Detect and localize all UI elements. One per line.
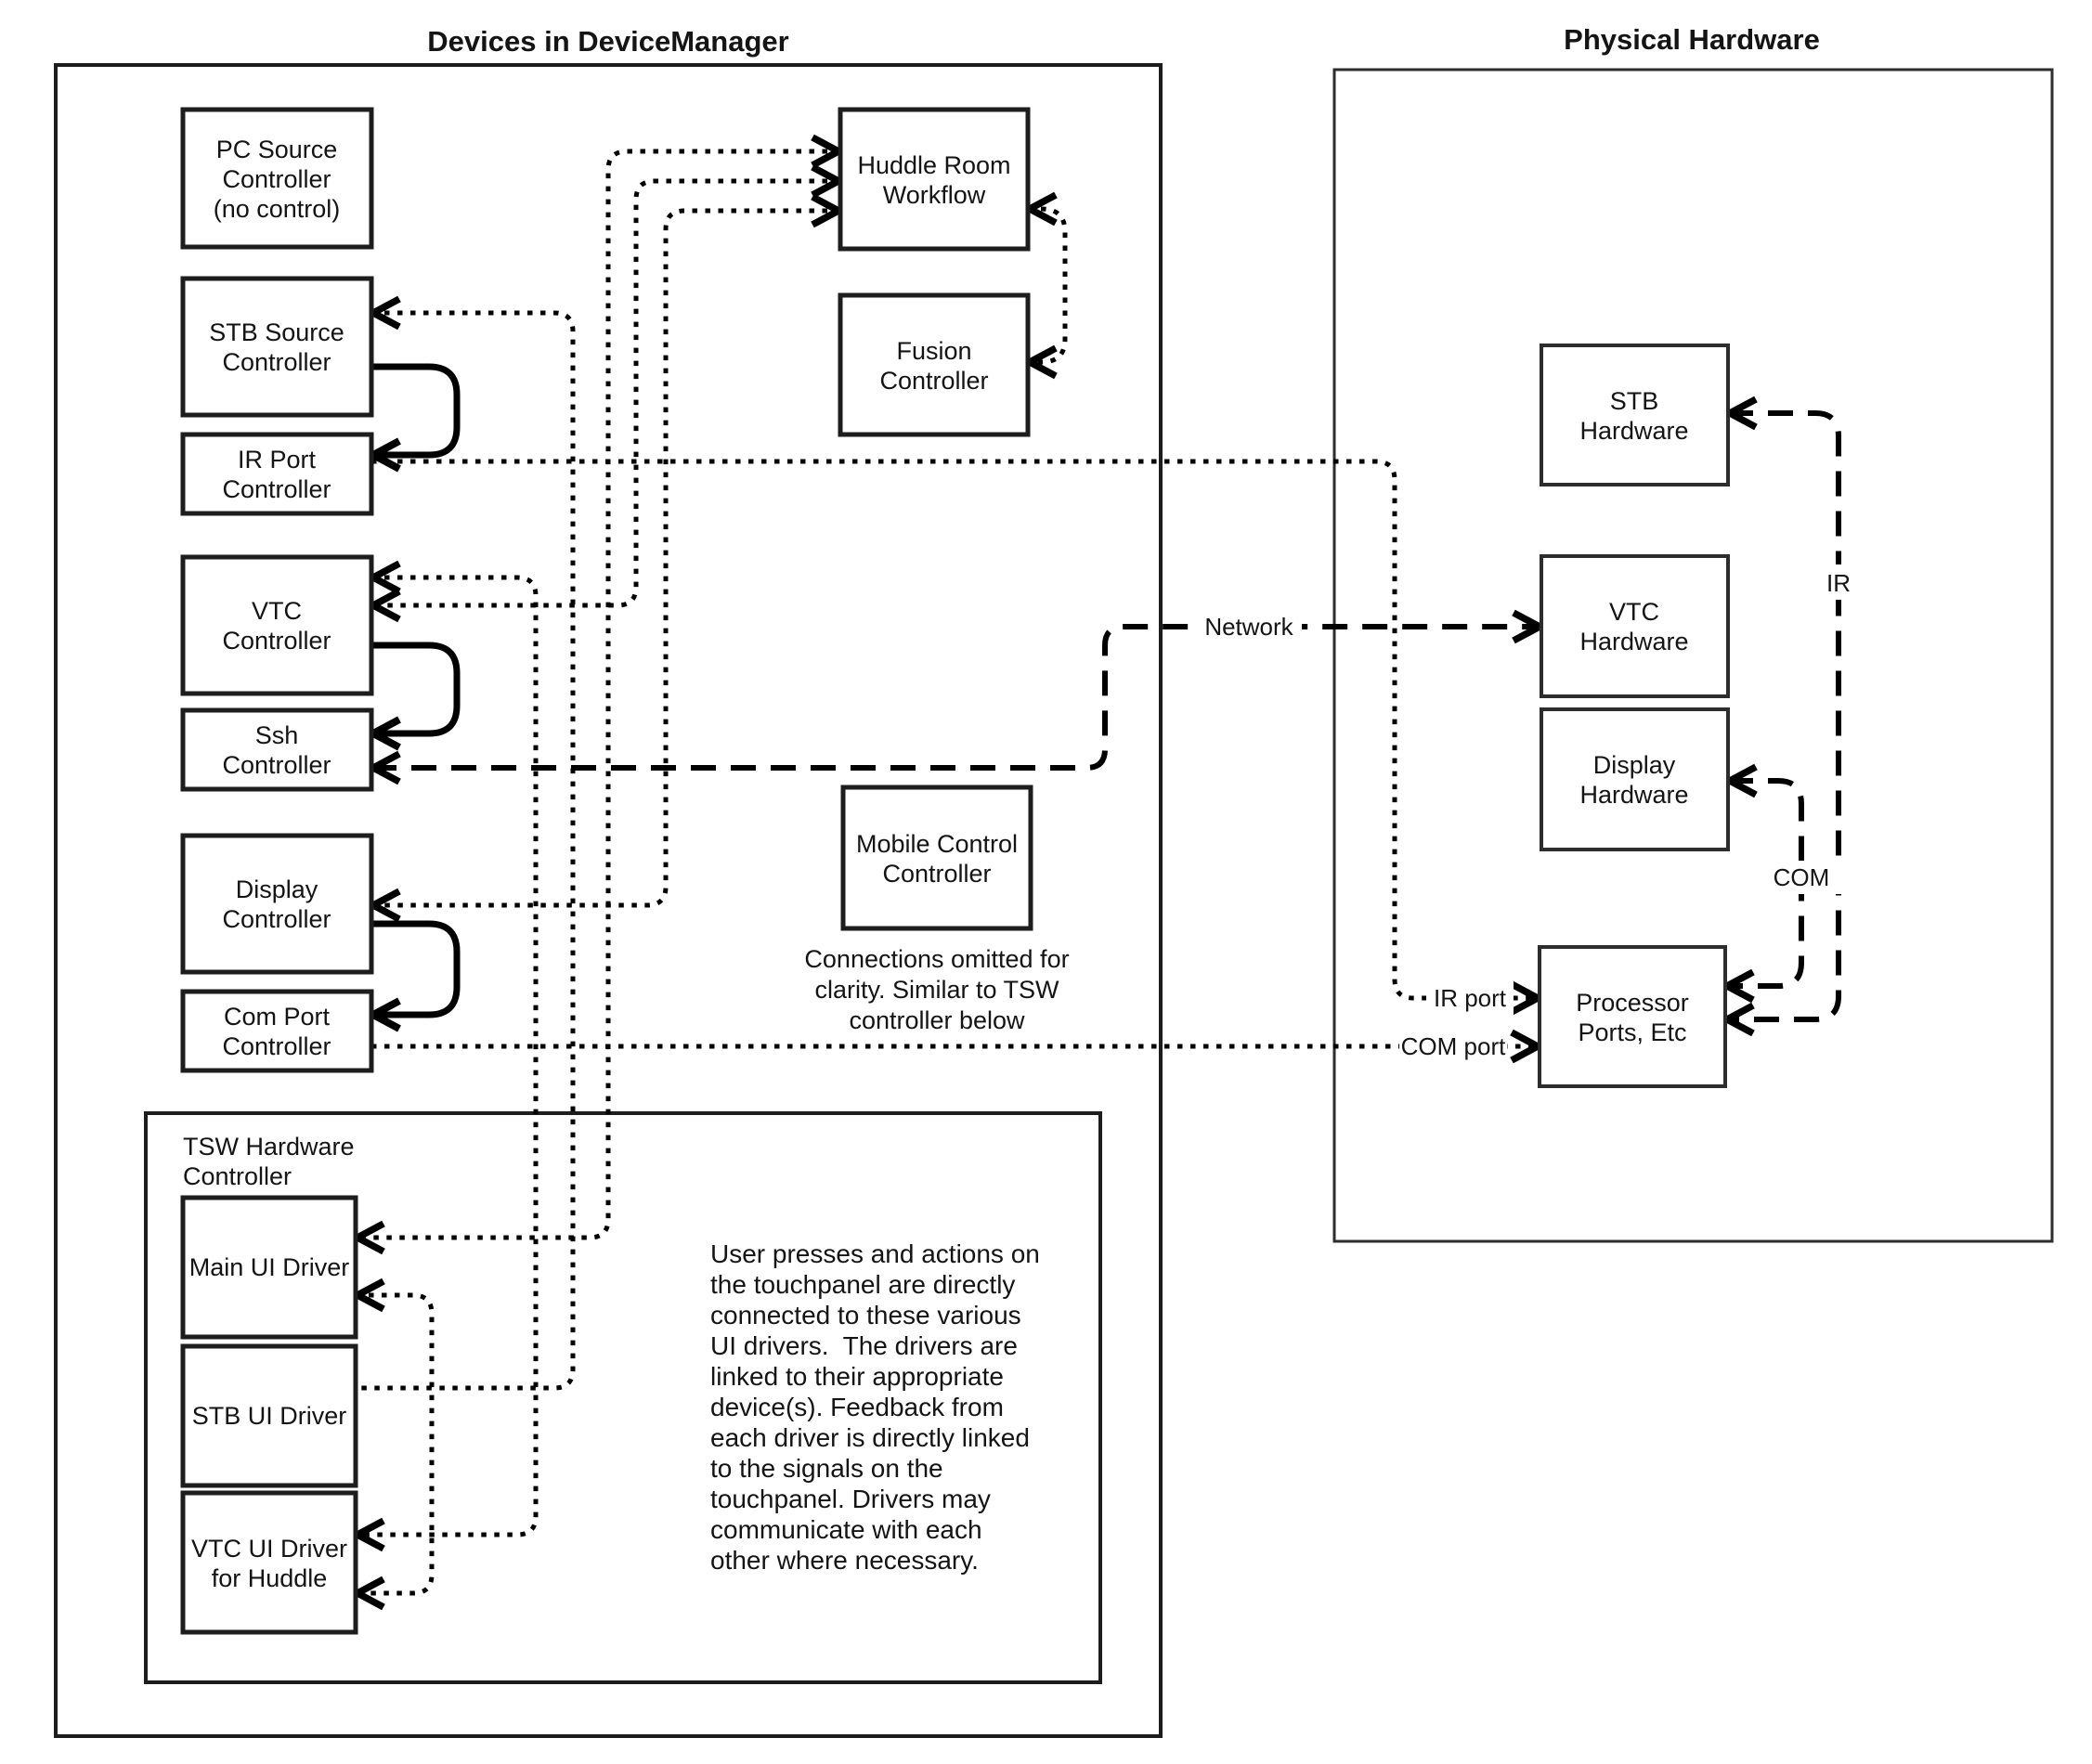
devicemanager-title: Devices in DeviceManager (427, 25, 789, 58)
node-label-line: Processor (1576, 989, 1689, 1017)
node-ir-port-controller (183, 435, 371, 513)
node-label-line: VTC UI Driver (191, 1535, 347, 1563)
vtc-ui-driver-box (183, 1493, 356, 1632)
arrowhead (357, 1224, 383, 1252)
node-label-line: STB UI Driver (191, 1402, 347, 1430)
edge-stbui-stbsource (356, 313, 573, 1388)
description-line: device(s). Feedback from (710, 1393, 1004, 1421)
vtc-hardware-box (1541, 556, 1728, 696)
node-fusion-controller (840, 295, 1028, 435)
node-label-line: STB Source (209, 318, 344, 346)
node-label-line: Com Port (223, 1003, 331, 1031)
node-label-line: Fusion (896, 337, 972, 365)
node-mobile-control-controller (843, 787, 1031, 928)
node-stb-source-controller (183, 279, 371, 415)
node-label-line: STB (1609, 387, 1659, 415)
node-pc-source-controller (183, 110, 371, 247)
node-display-hardware (1541, 709, 1728, 850)
node-huddle-room-workflow (840, 110, 1028, 249)
arrowhead (373, 591, 399, 619)
vtc-controller-box (183, 557, 371, 694)
stb-source-controller-box (183, 279, 371, 415)
description-line: other where necessary. (710, 1546, 979, 1575)
edge-mainui-vtcui (356, 1295, 432, 1593)
display-hardware-box (1541, 709, 1728, 850)
mobile-control-controller-box (843, 787, 1031, 928)
node-processor-ports (1540, 947, 1725, 1086)
node-label-line: Hardware (1579, 628, 1689, 655)
node-com-port-controller (183, 992, 371, 1070)
edge-display-comport (371, 924, 457, 1015)
node-stb-hardware (1541, 345, 1728, 485)
node-main-ui-driver (183, 1198, 356, 1337)
node-label-line: Controller (222, 1032, 331, 1060)
stb-hardware-box (1541, 345, 1728, 485)
node-label-line: Workflow (882, 181, 986, 209)
node-label-line: Display (235, 876, 318, 903)
ir-port-label: IR port (1433, 984, 1507, 1012)
tsw-description (710, 1239, 1040, 1575)
edge-stbsource-irport (371, 367, 457, 455)
arrowhead (357, 1579, 383, 1607)
node-label-line: Controller (222, 905, 331, 933)
node-label-line: VTC (1609, 598, 1659, 626)
edge-huddle-fusion (1028, 209, 1065, 362)
tsw-container-label: TSW Hardware (183, 1133, 355, 1161)
node-label-line: PC Source (215, 136, 338, 163)
node-display-controller (183, 836, 371, 972)
node-label-line: Controller (222, 165, 331, 193)
arrowhead (1727, 1005, 1753, 1033)
node-label-line: for Huddle (211, 1564, 328, 1592)
node-label-line: Controller (222, 627, 331, 655)
edge-vtc-ssh (371, 645, 457, 733)
description-line: to the signals on the (710, 1454, 943, 1483)
description-line: UI drivers. The drivers are (710, 1331, 1018, 1360)
description-line: connected to these various (710, 1301, 1021, 1329)
com-label: COM (1773, 863, 1830, 891)
node-label-line: Controller (882, 860, 992, 888)
note-line: controller below (849, 1006, 1025, 1034)
description-line: communicate with each (710, 1515, 982, 1544)
description-line: linked to their appropriate (710, 1362, 1004, 1391)
edge-ssh-network-vtchw (371, 627, 1541, 768)
note-line: clarity. Similar to TSW (814, 976, 1059, 1004)
node-label-line: Huddle Room (857, 151, 1011, 179)
node-label-line: Mobile Control (855, 830, 1019, 858)
display-controller-box (183, 836, 371, 972)
description-line: User presses and actions on (710, 1239, 1040, 1268)
node-label-line: Main UI Driver (188, 1253, 350, 1281)
node-vtc-controller (183, 557, 371, 694)
node-label-line: Ssh (254, 721, 299, 749)
node-label-line: Controller (222, 348, 331, 376)
note-line: Connections omitted for (804, 945, 1070, 973)
edge-stbhw-ir-processor (1725, 413, 1839, 1019)
mobile-control-note (804, 945, 1069, 1034)
edge-vtcui-vtc-controller (356, 577, 536, 1535)
node-label-line: Controller (222, 751, 331, 779)
node-label-line: Hardware (1579, 781, 1689, 809)
node-stb-ui-driver (183, 1346, 356, 1485)
physical-hardware-title: Physical Hardware (1564, 23, 1820, 56)
tsw-container-label: Controller (183, 1162, 292, 1190)
node-label-line: (no control) (213, 195, 341, 223)
com-port-label: COM port (1400, 1032, 1506, 1060)
description-line: touchpanel. Drivers may (710, 1485, 991, 1513)
network-label: Network (1204, 613, 1293, 641)
description-line: the touchpanel are directly (710, 1270, 1016, 1299)
node-label-line: Controller (879, 367, 989, 395)
node-label-line: Display (1592, 751, 1676, 779)
node-label-line: Controller (222, 475, 331, 503)
huddle-room-workflow-box (840, 110, 1028, 249)
node-vtc-ui-driver (183, 1493, 356, 1632)
node-label-line: Hardware (1579, 417, 1689, 445)
ir-label: IR (1826, 569, 1851, 597)
node-label-line: Ports, Etc (1578, 1018, 1687, 1046)
fusion-controller-box (840, 295, 1028, 435)
description-line: each driver is directly linked (710, 1423, 1030, 1452)
processor-ports-box (1540, 947, 1725, 1086)
node-vtc-hardware (1541, 556, 1728, 696)
node-ssh-controller (183, 710, 371, 789)
node-label-line: IR Port (237, 446, 317, 473)
node-label-line: VTC (252, 597, 302, 625)
